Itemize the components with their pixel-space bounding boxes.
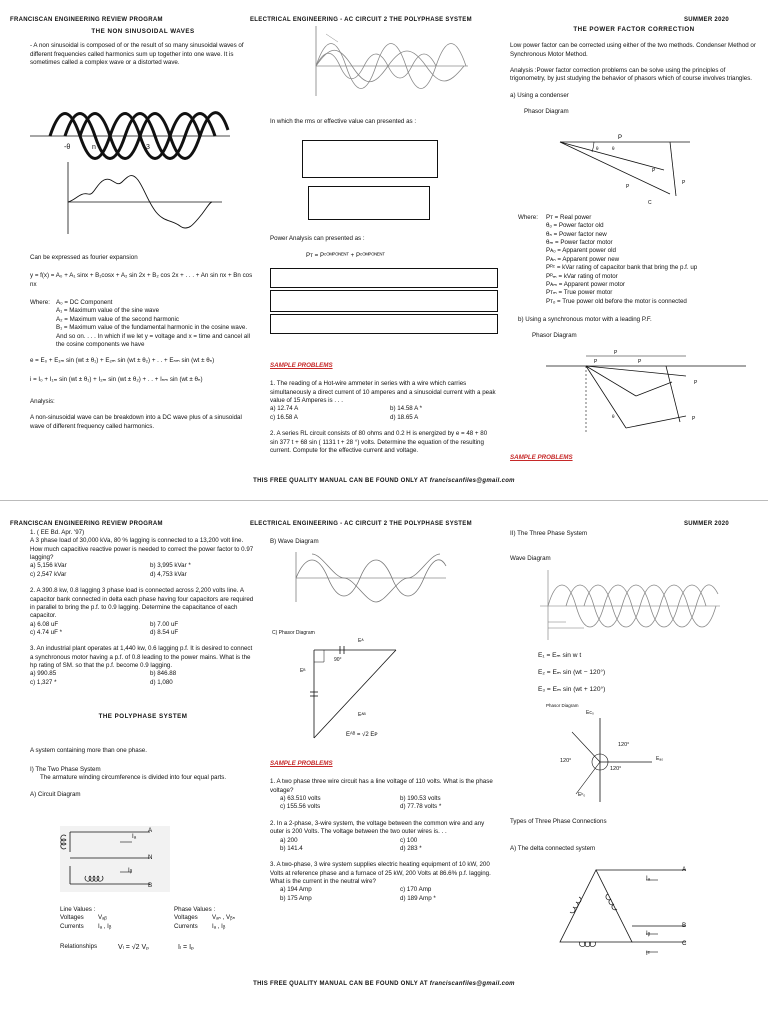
voltages-label: Voltages [60,914,84,922]
option: a) 200 [280,836,298,844]
svg-text:P: P [652,168,656,174]
where-item: Pᴀₘ = Apparent power motor [546,280,625,288]
line-currents: Iₐ , Iᵦ [98,922,112,930]
power-equation: Pᴛ = Pᶜᴼᴹᴾᴼᴺᴱᴺᵀ + Pᶜᴼᴹᴾᴼᴺᴱᴺᵀ [306,252,385,259]
circuit-label-n: N [148,854,153,861]
where-item: Pᴀₙ = Apparent power new [546,255,620,263]
power-analysis-text: Power Analysis can presented as : [270,235,365,242]
phasor-label-eab: Eᴬᴮ [358,712,366,718]
option: a) 194 Amp [280,886,312,894]
where-item: B₁ = Maximum value of the fundamental harmonic in the cosine wave. [56,324,248,332]
three-phase-label: II) The Three Phase System [510,530,588,537]
svg-text:P: P [594,359,598,365]
delta-label-c: C [682,940,687,947]
equation-e1: E₁ = Eₘ sin w t [538,652,582,659]
option: c) 4.74 uF * [30,628,62,636]
problem-1: A 3 phase load of 30,000 kVa, 80 % lagging is connected to a 13,200 volt line. How much capacitive reactive power is needed to correct the power factor to 0.97 lagging? [30,537,254,562]
two-phase-wave-diagram [296,552,446,602]
fourier-intro: Can be expressed as fourier expansion [30,254,138,261]
problem-2: 2. A 390.8 kw, 0.8 lagging 3 phase load is connected across 2,200 volts line. A capacitor bank connected in delta each phase having four capacitors are required in parallel to bring the p.f. to 0.9 lagging. Determine the capacitance of each capacitor. [30,587,254,620]
option: c) 170 Amp [400,886,432,894]
header-left: FRANCISCAN ENGINEERING REVIEW PROGRAM [10,17,163,23]
voltages-label: Voltages [174,914,198,922]
problem-2-options [280,837,500,854]
footer-email[interactable]: franciscanfiles@gmail.com [429,478,515,484]
footer-text: THIS FREE QUALITY MANUAL CAN BE FOUND ONLY AT [253,981,428,987]
option: b) 175 Amp [280,894,312,902]
power-formula-box [270,268,498,288]
problem-1-options [30,562,256,579]
phase-values-label: Phase Values : [174,906,216,913]
option: a) 5,156 kVar [30,562,67,570]
option: b) 141.4 [280,844,303,852]
delta-label-ia: Iₐ [646,875,651,882]
power-formula-box-3 [270,314,498,334]
svg-text:P: P [618,135,623,141]
problem-2: 2. In a 2-phase, 3-wire system, the voltage between the common wire and any outer is 200 Volts. The voltage between the two outer wires is. . . [270,819,485,836]
option: b) 7.00 uF [150,620,179,628]
col2-samples [270,362,496,455]
sync-motor-phasor-diagram [546,352,746,442]
intro-text: - A non sinusoidal is composed of or the result of so many sinusoidal waves of different frequencies called harmonics sum up together into one wave. It is sometimes called a complex wave or a distorted wave. [30,42,244,67]
option: c) 100 [400,836,418,844]
phasor-diagram-label-2: Phasor Diagram [532,332,577,340]
option: d) 4,753 kVar [150,570,187,578]
phasor-diagram-caption: C) Phasor Diagram [272,630,315,636]
where-item: Pᴀₒ = Apparent power old [546,247,616,255]
phasor-diagram-caption-3: Phasor Diagram [546,703,579,708]
wave-label-3: 3 [146,144,150,151]
header-left: FRANCISCAN ENGINEERING REVIEW PROGRAM [10,521,163,527]
equation-e3: E₃ = Eₘ sin (wt + 120°) [538,685,606,693]
condenser-phasor-diagram [560,134,710,210]
phasor-label-eb: Eᴮ [300,668,306,674]
three-phase-wave-diagram [540,570,720,640]
condenser-label: a) Using a condenser [510,91,569,99]
option: d) 8.54 uF [150,628,179,636]
option: b) 846.88 [150,670,177,678]
phasor-label-90: 90° [334,657,342,663]
two-phase-label: I) The Two Phase System [30,765,101,773]
delta-system-label: A) The delta connected system [510,845,596,852]
equation-e2: E₂ = Eₘ sin (wt − 120°) [538,668,606,676]
problem-3: 3. A two-phase, 3 wire system supplies electric heating equipment of 10 kW, 200 Volts at reference phase and a furnace of 25 kW, 200 Volts at 86.6% p.f. lagging. What is the current in the neutral wire? [270,861,491,885]
line-values-label: Line Values : [60,906,96,913]
wave-diagram-label: B) Wave Diagram [270,538,319,545]
delta-label-b: B [682,922,687,929]
three-phase-equations [538,652,748,695]
option: d) 189 Amp * [400,894,436,902]
sample-problems-title: SAMPLE PROBLEMS [270,362,333,369]
problem-2: 2. A series RL circuit consists of 80 ohms and 0.2 H is energized by e = 48 + 80 sin 377 t + 68 sin ( 1131 t + 28 °) volts. Determine the equation of the resulting current. Compute for the effective current and voltage. [270,430,488,454]
where-item: Pᴛₒ = True power old before the motor is connected [546,297,687,305]
current-equation: i = I₀ + I₁ₘ sin (wt ± θ₁) + I₂ₘ sin (wt ± θ₂) + . . + Iₙₘ sin (wt ± θₙ) [30,375,203,383]
sample-problems-title: SAMPLE PROBLEMS [270,760,333,767]
phase-voltages: Vₐₙ , Vᵦₙ [212,914,236,922]
phase-currents: Iₐ , Iᵦ [212,922,226,930]
problem-3-options [30,670,256,687]
where-item: A₂ = Maximum value of the second harmonic [56,315,179,323]
header-right: SUMMER 2020 [684,521,729,527]
where-item: θₘ = Power factor motor [546,239,613,247]
p2-col1 [30,529,256,799]
where-item: Pᴛₘ = True power motor [546,289,613,297]
pf-intro: Low power factor can be corrected using either of the two methods. Condenser Method or Synchronous Motor Method. [510,42,756,58]
rms-formula-box [302,140,438,178]
where-item: And so on. . . . In which if we let y = voltage and x = time and cancel all the cosine components we have [56,332,250,348]
header-center: ELECTRICAL ENGINEERING - AC CIRCUIT 2 THE POLYPHASE SYSTEM [250,521,472,527]
problem-1-source: 1. ( EE Bd. Apr. '97) [30,529,85,536]
option: a) 6.08 uF [30,620,59,628]
problem-1-options [270,405,496,422]
relationship-voltage: Vₗ = √2 Vₚ [118,944,150,952]
sample-problems-title-3: SAMPLE PROBLEMS [510,454,573,461]
phasor-label-ebo: Eᵇ₀ [578,792,586,798]
wave-diagram-label-3: Wave Diagram [510,555,551,562]
polyphase-title: THE POLYPHASE SYSTEM [98,713,188,721]
section-title: THE NON SINUSOIDAL WAVES [91,28,195,35]
option: c) 2,547 kVar [30,570,67,578]
svg-text:θ: θ [612,414,615,419]
currents-label: Currents [174,922,198,930]
sync-motor-label: b) Using a synchronous motor with a leading P.F. [518,315,652,323]
fourier-equation: y = f(x) = A₀ + A₁ sinx + B₁cosx + A₂ sin 2x + B₂ cos 2x + . . . + An sin nx + Bn cos nx [30,272,253,288]
problem-2-options [30,621,256,638]
option: b) 14.58 A * [390,405,422,413]
problem-1: 1. The reading of a Hot-wire ammeter in series with a wire which carries simultaneously a direct current of 10 amperes and a sinusoidal current with a peak value of 15 Amperes is . . . [270,380,496,405]
option: c) 155.56 volts [280,803,321,811]
problem-1-options [280,795,500,812]
line-voltages: Vₐᵦ [98,914,107,922]
col3 [510,26,758,117]
option: b) 3,995 kVar * [150,562,191,570]
option: c) 16.58 A [270,413,298,421]
header-right: SUMMER 2020 [684,17,729,23]
phasor-label-120-b: 120° [560,758,572,764]
two-phase-phasor-diagram [300,640,410,740]
circuit-label-ib: Iᵦ [128,867,133,874]
where-item: θₒ = Power factor old [546,222,604,230]
svg-text:θ: θ [596,146,599,151]
wave-label-n: n [92,144,96,151]
svg-text:P: P [694,380,698,386]
where-item: θₙ = Power factor new [546,230,607,238]
option: c) 1,327 * [30,678,57,686]
footer-2 [0,980,768,988]
rms-text: In which the rms or effective value can presented as : [270,118,417,125]
line-phase-values [60,906,266,953]
rms-formula-box-2 [308,186,430,220]
svg-text:C: C [648,200,652,206]
delta-connection-diagram [546,862,696,962]
header-center: ELECTRICAL ENGINEERING - AC CIRCUIT 2 THE POLYPHASE SYSTEM [250,17,472,23]
circuit-diagram-label: A) Circuit Diagram [30,790,81,798]
circuit-label-b: B [148,882,153,889]
circuit-label-ia: Iₐ [132,833,137,840]
analysis-label: Analysis: [30,397,55,405]
section-title: THE POWER FACTOR CORRECTION [573,26,695,33]
svg-text:θ: θ [612,146,615,151]
where-label: Where: [30,299,50,307]
phasor-diagram-label: Phasor Diagram [524,108,569,116]
delta-label-ib: Iᵦ [646,930,651,937]
option: a) 990.85 [30,670,57,678]
problem-3-options [280,886,500,903]
phasor-relationship: Eᴬᴮ = √2 Eᴘ [346,732,378,738]
where-label: Where: [518,214,538,221]
footer-email[interactable]: franciscanfiles@gmail.com [429,981,515,987]
option: a) 63.510 volts [280,795,321,803]
wave-label-theta: -θ [64,144,71,151]
harmonic-waves-figure [30,100,230,160]
problem-1: 1. A two phase three wire circuit has a line voltage of 110 volts. What is the phase voltage? [270,778,493,794]
voltage-equation: e = E₀ + E₁ₘ sin (wt ± θ₁) + E₂ₘ sin (wt ± θ₂) + . . + Eₙₘ sin (wt ± θₙ) [30,357,215,365]
option: d) 18.65 A [390,413,419,421]
relationship-current: Iₗ = Iₚ [178,944,195,952]
svg-text:P: P [692,416,696,422]
svg-text:P: P [638,359,642,365]
distorted-wave-figure [62,162,222,234]
phasor-label-120-a: 120° [618,742,630,748]
analysis-text: A non-sinusoidal wave can be breakdown into a DC wave plus of a sinusoidal wave of different frequency called harmonics. [30,414,242,430]
two-phase-circuit-diagram [60,826,170,892]
relationships-label: Relationships [60,943,98,951]
phasor-label-ea: Eᴬ [358,638,364,644]
option: d) 77.78 volts * [400,803,442,811]
col1 [30,28,256,72]
power-formula-box-2 [270,290,498,312]
p2-col2-samples [270,760,500,903]
footer-1 [0,477,768,485]
rms-wave-figure [308,26,468,96]
where-item: Pᴿᶜ = kVar rating of capacitor bank that bring the p.f. up [546,264,698,272]
delta-label-a: A [682,866,687,873]
page-divider [0,500,768,501]
delta-label-ic: Iᶜ [646,950,650,957]
col3-where [518,214,764,341]
svg-text:P: P [614,350,618,356]
problem-3: 3. An industrial plant operates at 1,440 kw, 0.6 lagging p.f. It is desired to connect a synchronous motor having a p.f. of 0.8 leading to the power mains. What is the hp rating of SM. so that the p.f. become 0.9 lagging. [30,645,253,670]
phasor-label-eco: Eᴄ₀ [586,710,594,716]
option: d) 283 * [400,844,422,852]
option: d) 1,080 [150,678,173,686]
connection-types-label: Types of Three Phase Connections [510,818,607,825]
option: b) 190.53 volts [400,795,441,803]
col1-lower [30,254,256,431]
svg-text:P: P [626,184,630,190]
footer-text: THIS FREE QUALITY MANUAL CAN BE FOUND ONLY AT [253,478,428,484]
where-item: A₀ = DC Component [56,299,113,307]
currents-label: Currents [60,922,84,930]
where-item: A₁ = Maximum value of the sine wave [56,307,160,315]
svg-text:P: P [682,180,686,186]
where-item: Pᴿₘ = kVar rating of motor [546,272,618,280]
phasor-label-120-c: 120° [610,766,622,772]
circuit-label-a: A [148,827,153,834]
two-phase-text: The armature winding circumference is divided into four equal parts. [40,774,227,782]
pf-analysis: Analysis :Power factor correction problems can be solve using the principles of trigonometry, by just studying the behavior of phasors which of course involves triangles. [510,67,753,83]
phasor-label-eao: Eₐ₀ [656,756,664,762]
option: a) 12.74 A [270,405,299,413]
where-item: Pᴛ = Real power [546,214,592,221]
polyphase-definition: A system containing more than one phase. [30,747,147,755]
